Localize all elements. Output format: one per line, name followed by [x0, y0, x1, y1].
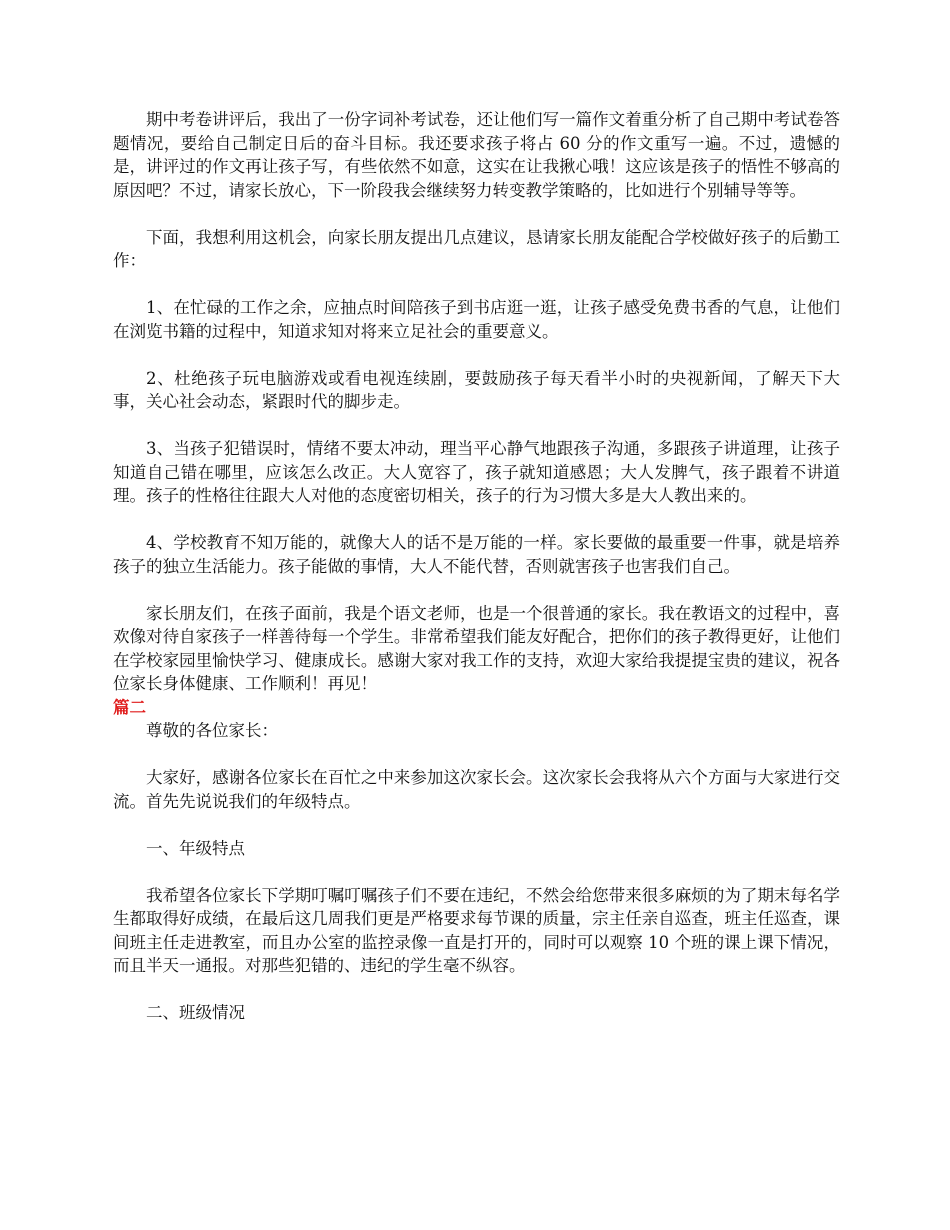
- paragraph-closing: 家长朋友们，在孩子面前，我是个语文老师，也是一个很普通的家长。我在教语文的过程中，喜欢像对待自家孩子一样善待每一个学生。非常希望我们能友好配合，把你们的孩子教得更好，让他们在学校家园里愉快学习、健康成长。感谢大家对我工作的支持，欢迎大家给我提提宝贵的建议，祝各位家长身体健康、工作顺利！再见！: [113, 603, 840, 693]
- section-heading-part2: 篇二: [113, 697, 146, 717]
- paragraph-grade-features: 我希望各位家长下学期叮嘱叮嘱孩子们不要在违纪，不然会给您带来很多麻烦的为了期末每名学生都取得好成绩，在最后这几周我们更是严格要求每节课的质量，宗主任亲自巡查，班主任巡查，课间班主任走进教室，而且办公室的监控录像一直是打开的，同时可以观察 10 个班的课上课下情况，而且半天一通报。对那些犯错的、违纪的学生毫不纵容。: [113, 885, 840, 975]
- document-page: [113, 108, 840, 1025]
- paragraph-exam-review: 期中考卷讲评后，我出了一份字词补考试卷，还让他们写一篇作文着重分析了自己期中考试卷答题情况，要给自己制定日后的奋斗目标。我还要求孩子将占 60 分的作文重写一遍。不过，遗憾的是，讲评过的作文再让孩子写，有些依然不如意，这实在让我揪心哦！这应该是孩子的悟性不够高的原因吧？不过，请家长放心，下一阶段我会继续努力转变教学策略的，比如进行个别辅导等等。: [113, 110, 840, 200]
- paragraph-suggestion-2: 2、杜绝孩子玩电脑游戏或看电视连续剧，要鼓励孩子每天看半小时的央视新闻，了解天下大事，关心社会动态，紧跟时代的脚步走。: [113, 368, 840, 411]
- paragraph-suggestion-1: 1、在忙碌的工作之余，应抽点时间陪孩子到书店逛一逛，让孩子感受免费书香的气息，让他们在浏览书籍的过程中，知道求知对将来立足社会的重要意义。: [113, 298, 840, 341]
- paragraph-suggestion-4: 4、学校教育不知万能的，就像大人的话不是万能的一样。家长要做的最重要一件事，就是培养孩子的独立生活能力。孩子能做的事情，大人不能代替，否则就害孩子也害我们自己。: [113, 533, 840, 576]
- paragraph-greeting: 大家好，感谢各位家长在百忙之中来参加这次家长会。这次家长会我将从六个方面与大家进行交流。首先先说说我们的年级特点。: [113, 768, 840, 811]
- paragraph-suggestions-intro: 下面，我想利用这机会，向家长朋友提出几点建议，恳请家长朋友能配合学校做好孩子的后勤工作：: [113, 227, 840, 270]
- paragraph-suggestion-3: 3、当孩子犯错误时，情绪不要太冲动，理当平心静气地跟孩子沟通，多跟孩子讲道理，让孩子知道自己错在哪里，应该怎么改正。大人宽容了，孩子就知道感恩；大人发脾气，孩子跟着不讲道理。孩子的性格往往跟大人对他的态度密切相关，孩子的行为习惯大多是大人教出来的。: [113, 439, 840, 505]
- paragraph-salutation: 尊敬的各位家长：: [146, 721, 278, 740]
- subheading-grade-features: 一、年级特点: [146, 838, 245, 858]
- subheading-class-situation: 二、班级情况: [146, 1003, 245, 1022]
